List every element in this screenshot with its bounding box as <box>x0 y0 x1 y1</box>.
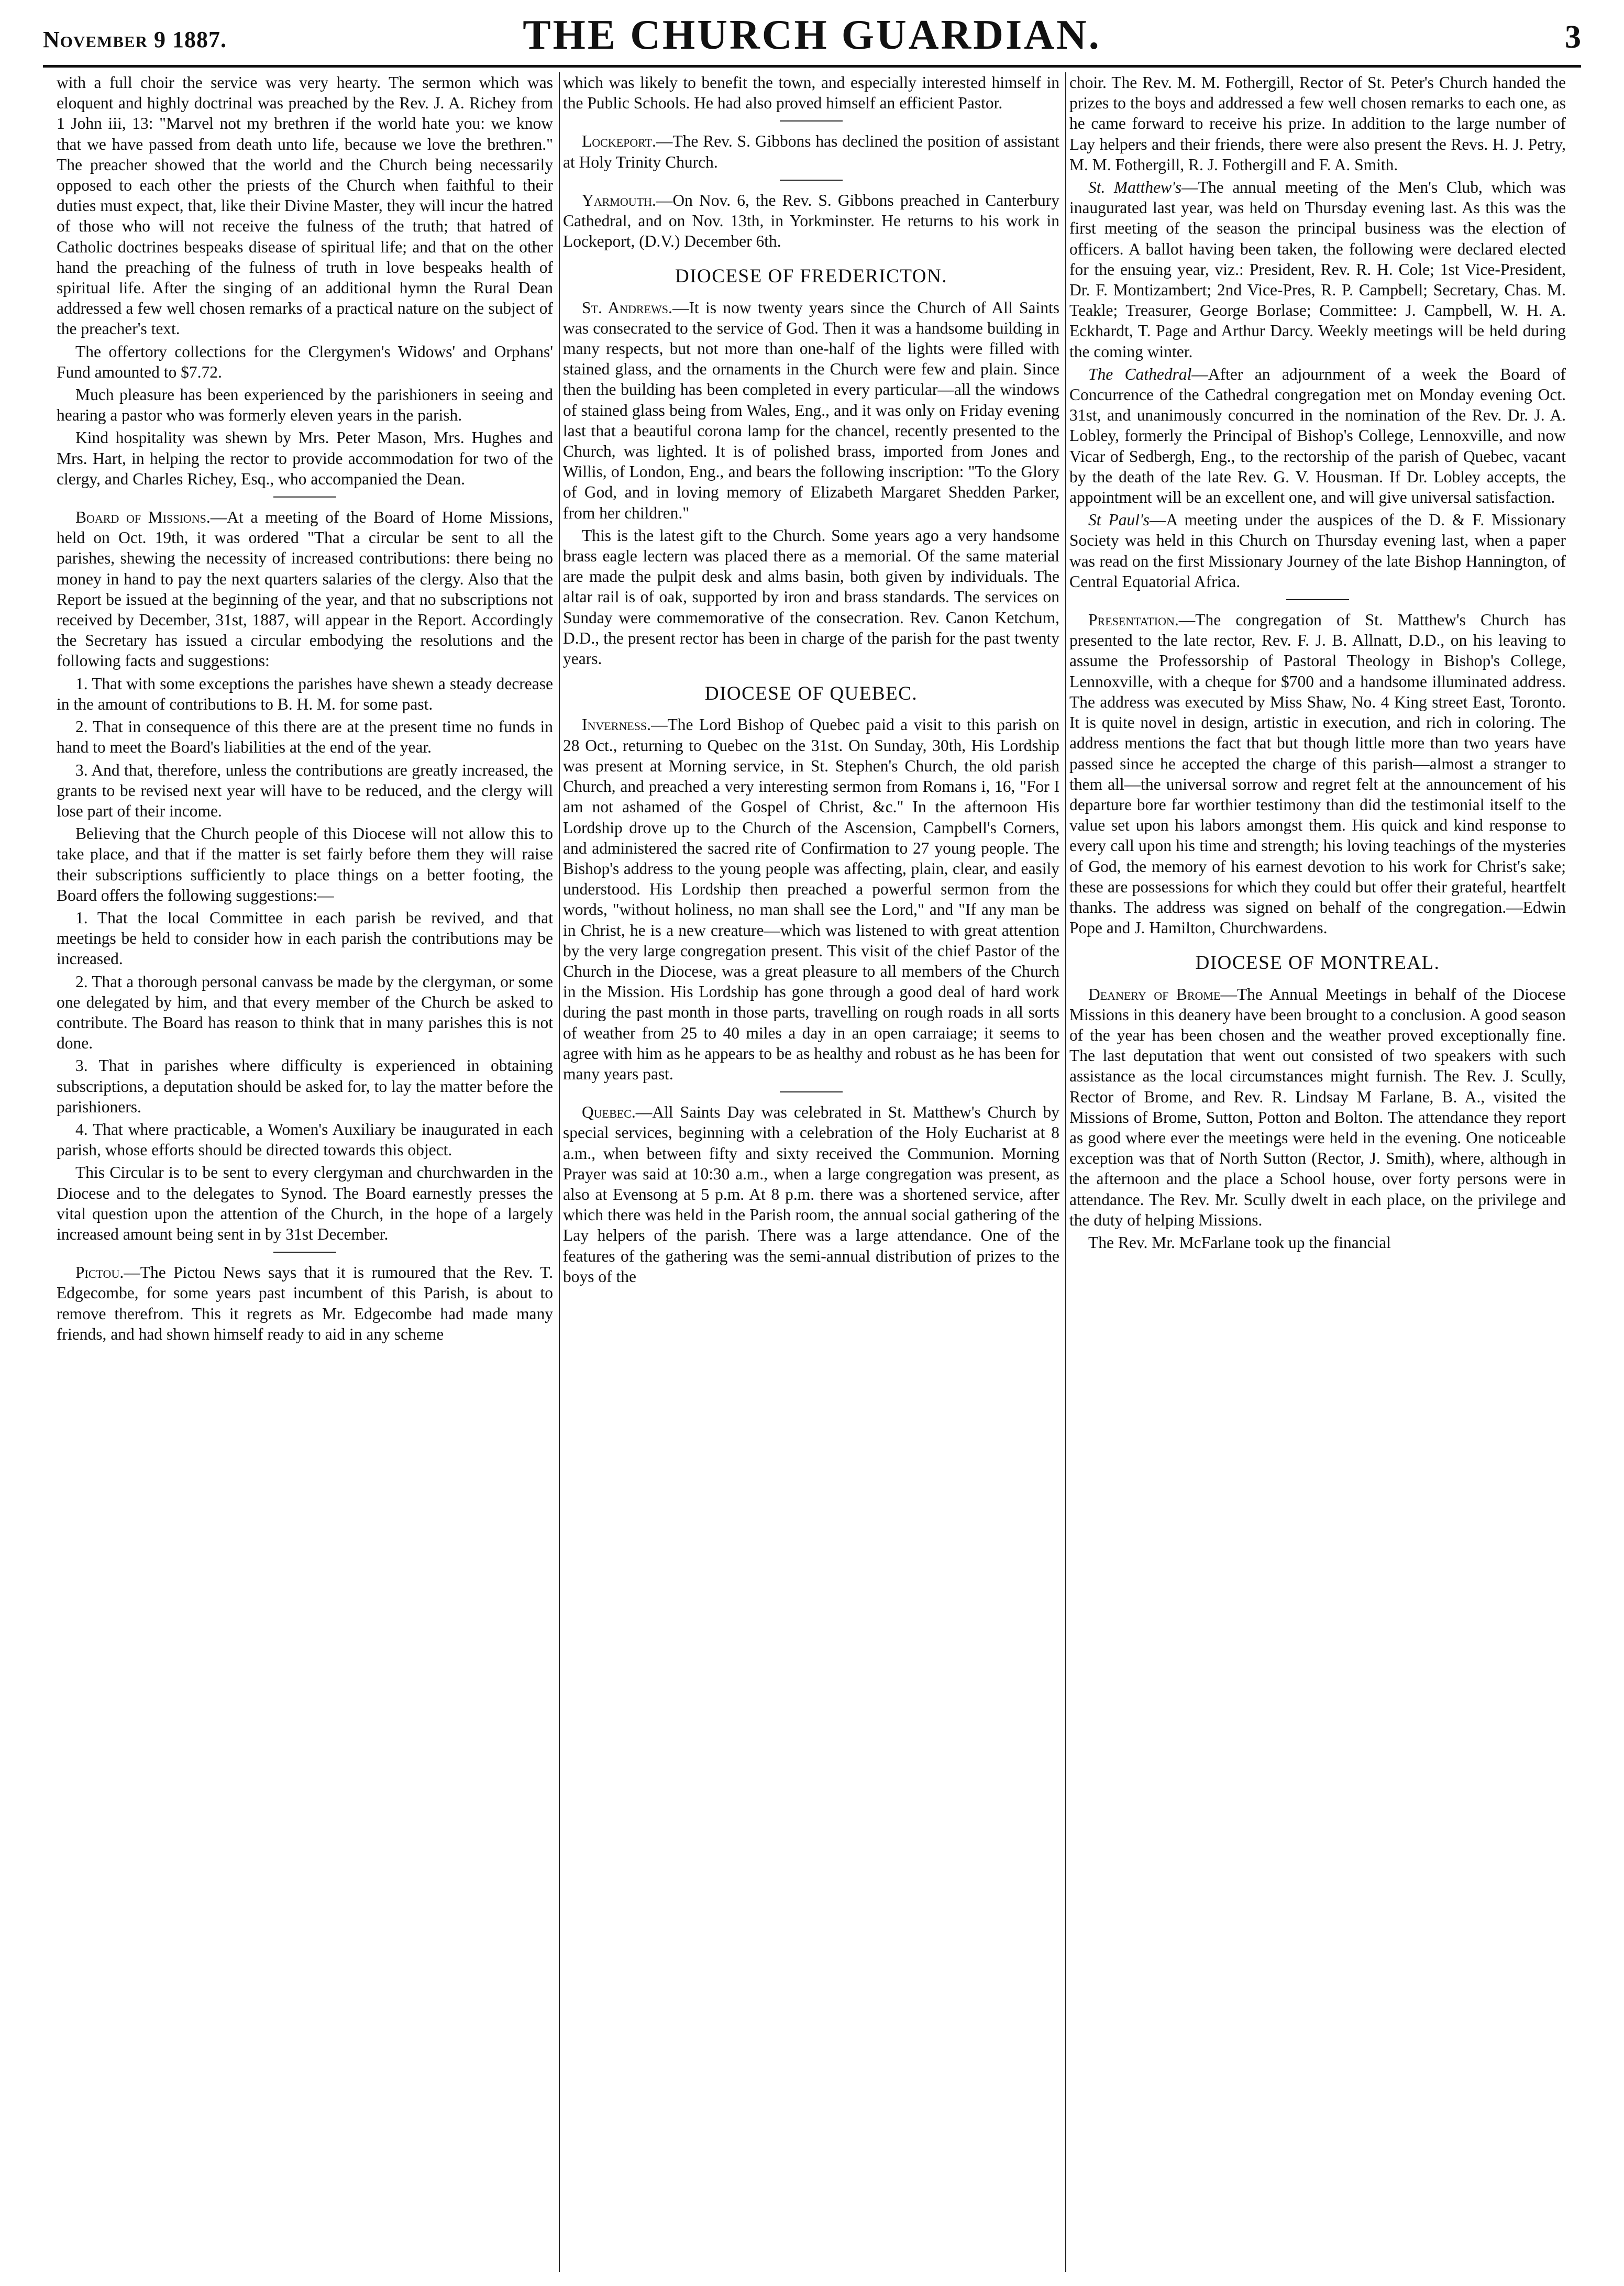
article-text: The offertory collections for the Clergymen's Widows' and Orphans' Fund amounted to $7.72. <box>57 342 553 381</box>
article-paragraph <box>1069 364 1566 507</box>
article-paragraph <box>57 341 553 382</box>
diocese-heading: DIOCESE OF MONTREAL. <box>1195 952 1440 974</box>
article-text: 4. That where practicable, a Women's Auxiliary be inaugurated in each parish, whose efforts should be directed towards this object. <box>57 1120 553 1159</box>
article-text: —The Lord Bishop of Quebec paid a visit to this parish on 28 Oct., returning to Quebec on the 31st. On Sunday, 30th, His Lordship was present at Morning service, in St. Stephen's Church, the old parish Church, and preached a very interesting sermon from Romans i, 16, "For I am not ashamed of the Gospel of Christ, &c." In the afternoon His Lordship drove up to the Church of the Ascension, Campbell's Corners, and administered the sacred rite of Confirmation to 27 young people. The Bishop's address to the young people was affecting, plain, clear, and easily understood. His Lordship then preached a powerful sermon from the words, "without holiness, no man shall see the Lord," and "If any man be in Christ, he is a new creature—which was listened to with great attention by the very large congregation present. This visit of the chief Pastor of the Church in the Diocese, was a great pleasure to all members of the Church in the Mission. His Lordship has gone through a good deal of hard work during the past month in those parts, travelling on rough roads in all sorts of weather from 25 to 40 miles a day in an open carraiage; it seems to agree with him as he appears to be as healthy and robust as he has been for many years past. <box>563 715 1059 1083</box>
article-text: —The congregation of St. Matthew's Church has presented to the late rector, Rev. F. J. B. Allnatt, D.D., on his leaving to assume the Professorship of Pastoral Theology in Bishop's College, Lennoxville, with a cheque for $700 and a handsome illuminated address. The address was executed by Miss Shaw, No. 4 King street East, Toronto. It is quite novel in design, artistic in execution, and rich in coloring. The address mentions the fact that but though little more than two years have passed since he accepted the charge of this parish—almost a stranger to them all—the universal sorrow and regret felt at the announcement of his departure bore far worthier testimony than did the testimonial itself to the value set upon his labors amongst them. His quick and kind response to every call upon his time and strength; his loving teachings of the mysteries of God, the memory of his earnest devotion to his work for Christ's sake; these are possessions for which they could but offer their grateful, heartfelt thanks. The address was signed on behalf of the congregation.—Edwin Pope and J. Hamilton, Churchwardens. <box>1069 611 1566 937</box>
article-paragraph <box>57 1262 553 1344</box>
diocese-heading: DIOCESE OF QUEBEC. <box>704 683 918 705</box>
article-text: 2. That a thorough personal canvass be made by the clergyman, or some one delegated by him, and that every member of the Church be asked to contribute. The Board has reason to think that in many parishes this is not done. <box>57 972 553 1053</box>
column-divider <box>1065 72 1066 2272</box>
article-paragraph <box>1069 1232 1566 1253</box>
column-2 <box>563 72 1059 2272</box>
article-paragraph <box>563 525 1059 669</box>
article-paragraph <box>1069 177 1566 362</box>
article-text: 3. And that, therefore, unless the contributions are greatly increased, the grants to be revised next year will have to be reduced, and the clergy will lose part of their income. <box>57 760 553 820</box>
article-text: —After an adjournment of a week the Board of Concurrence of the Cathedral congregation met on Monday evening Oct. 31st, and unanimously concurred in the nomination of the Rev. Dr. J. A. Lobley, formerly the Principal of Bishop's College, Lennoxville, and now Vicar of Sedbergh, Eng., to the rectorship of the parish of Quebec, vacant by the death of the late Rev. G. V. Housman. If Dr. Lobley accepts, the appointment will be an excellent one, and will give universal satisfaction. <box>1069 365 1566 507</box>
article-paragraph <box>563 190 1059 252</box>
article-text: 2. That in consequence of this there are at the present time no funds in hand to meet the Board's liabilities at the end of the year. <box>57 717 553 757</box>
article-text: —At a meeting of the Board of Home Missions, held on Oct. 19th, it was ordered "That a circular be sent to all the parishes, shewing the necessity of increased contributions: there being no money in hand to pay the next quarters salaries of the clergy. Also that the Report be issued at the beginning of the year, and that no subscriptions not received by December, 31st, 1887, will appear in the Report. Accordingly the Secretary has issued a circular embodying the resolutions and the following facts and suggestions: <box>57 508 553 670</box>
article-paragraph <box>57 1055 553 1117</box>
article-text: Kind hospitality was shewn by Mrs. Peter Mason, Mrs. Hughes and Mrs. Hart, in helping the rector to provide accommodation for two of the clergy, and Charles Richey, Esq., who accompanied the Dean. <box>57 428 553 488</box>
article-paragraph <box>57 716 553 757</box>
article-text: —The Pictou News says that it is rumoured that the Rev. T. Edgecombe, for some years past incumbent of this Parish, is about to remove therefrom. This it regrets as Mr. Edgecombe had made many friends, and had shown himself ready to aid in any scheme <box>57 1263 553 1343</box>
article-text: This is the latest gift to the Church. Some years ago a very handsome brass eagle lectern was placed there as a memorial. Of the same material are made the pulpit desk and alms basin, both given by individuals. The altar rail is of oak, supported by iron and brass standards. The services on Sunday were commemorative of the consecration. Rev. Canon Ketchum, D.D., the present rector has been in charge of the parish for the past twenty years. <box>563 526 1059 668</box>
article-lead: Quebec. <box>582 1103 636 1122</box>
article-text: This Circular is to be sent to every clergyman and churchwarden in the Diocese and to the delegates to Synod. The Board earnestly presses the vital question upon the attention of the Church, in the hope of a largely increased amount being sent in by 31st December. <box>57 1163 553 1243</box>
column-3 <box>1069 72 1566 2272</box>
article-paragraph <box>57 507 553 671</box>
article-text: —The Annual Meetings in behalf of the Diocese Missions in this deanery have been brought to a conclusion. A good season of the year has been chosen and the weather proved exceptionally fine. The last deputation that went out consisted of two speakers with such assistance as the local circumstances might furnish. The Rev. J. Scully, Rector of Brome, and Rev. R. Lindsay M Farlane, B. A., visited the Missions of Brome, Sutton, Potton and Bolton. The attendance they report as good where ever the meetings were held in the evening. One noticeable exception was that of North Sutton (Rector, J. Smith), where, although in the afternoon and the place a School house, over forty persons were in attendance. The Rev. Mr. Scully dwelt in each place, on the privilege and the duty of helping Missions. <box>1069 985 1566 1229</box>
article-text: —A meeting under the auspices of the D. & F. Missionary Society was held in this Church on Thursday evening last, when a paper was read on the first Missionary Journey of the late Bishop Hannington, of Central Equatorial Africa. <box>1069 511 1566 591</box>
article-paragraph <box>563 297 1059 523</box>
article-lead: Deanery of Brome <box>1088 985 1221 1003</box>
article-lead: Presentation. <box>1088 611 1179 630</box>
article-text: 1. That the local Committee in each parish be revived, and that meetings be held to consider how in each parish the contributions may be increased. <box>57 908 553 968</box>
section-separator <box>1286 599 1349 600</box>
article-paragraph <box>57 427 553 489</box>
article-text: —The Rev. S. Gibbons has declined the position of assistant at Holy Trinity Church. <box>563 132 1059 171</box>
article-paragraph <box>1069 72 1566 175</box>
article-paragraph <box>563 72 1059 113</box>
article-paragraph <box>57 823 553 905</box>
article-text: The Rev. Mr. McFarlane took up the financial <box>1088 1233 1391 1252</box>
article-paragraph <box>57 384 553 425</box>
section-separator <box>780 180 843 181</box>
section-separator <box>273 496 336 498</box>
article-lead: Inverness. <box>582 715 651 734</box>
section-separator <box>780 1091 843 1092</box>
article-text: 1. That with some exceptions the parishes have shewn a steady decrease in the amount of contributions to B. H. M. for some past. <box>57 674 553 713</box>
section-separator <box>273 1252 336 1253</box>
article-paragraph <box>57 1119 553 1160</box>
article-paragraph <box>57 760 553 822</box>
article-lead: Yarmouth. <box>582 191 656 209</box>
article-paragraph <box>563 131 1059 172</box>
column-1 <box>57 72 553 2272</box>
article-paragraph <box>57 971 553 1054</box>
newspaper-title: THE CHURCH GUARDIAN. <box>523 12 1101 58</box>
diocese-heading: DIOCESE OF FREDERICTON. <box>675 266 947 288</box>
article-paragraph <box>1069 984 1566 1230</box>
article-lead: Board of Missions. <box>75 508 211 527</box>
article-text: Much pleasure has been experienced by the parishioners in seeing and hearing a pastor who was formerly eleven years in the parish. <box>57 385 553 425</box>
column-divider <box>559 72 560 2272</box>
article-paragraph <box>563 1102 1059 1287</box>
issue-date: November 9 1887. <box>43 27 227 52</box>
article-lead: St Paul's <box>1088 511 1150 529</box>
article-text: choir. The Rev. M. M. Fothergill, Rector of St. Peter's Church handed the prizes to the boys and addressed a few well chosen remarks to each one, as he came forward to receive his prize. In addition to the large number of Lay helpers and their friends, there were also present the Revs. H. J. Petry, M. M. Fothergill, R. J. Fothergill and F. A. Smith. <box>1069 73 1566 174</box>
article-paragraph <box>57 908 553 969</box>
article-text: with a full choir the service was very hearty. The sermon which was eloquent and highly doctrinal was preached by the Rev. J. A. Richey from 1 John iii, 13: "Marvel not my brethren if the world hate you: we know that we have passed from death unto life, because we love the brethren." The preacher showed that the world and the Church being necessarily opposed to each other the priests of the Church when faithful to their duties must expect, that, like their Divine Master, they will incur the hatred of those who will not receive the fulness of the truth; that hatred of Catholic doctrines bespeaks disease of spiritual life; and that on the other hand the preaching of the fulness of truth in love bespeaks health of spiritual life. After the singing of an additional hymn the Rural Dean addressed a few well chosen remarks of a practical nature on the subject of the preacher's text. <box>57 73 553 338</box>
article-lead: Lockeport. <box>582 132 656 151</box>
article-text: which was likely to benefit the town, and especially interested himself in the Public Schools. He had also proved himself an efficient Pastor. <box>563 73 1059 113</box>
article-paragraph <box>563 714 1059 1084</box>
page-number: 3 <box>1565 19 1581 55</box>
article-text: —The annual meeting of the Men's Club, which was inaugurated last year, was held on Thursday evening last. As this was the first meeting of the season the principal business was the election of officers. A ballot having been taken, the following were declared elected for the ensuing year, viz.: President, Rev. R. H. Cole; 1st Vice-President, Dr. F. Montizambert; 2nd Vice-Pres, R. P. Campbell; Secretary, Chas. M. Teakle; Treasurer, George Borlase; Committee: J. Campbell, W. H. A. Eckhardt, T. Page and Arthur Darcy. Weekly meetings will be held during the coming winter. <box>1069 178 1566 361</box>
article-lead: St. Andrews. <box>582 298 672 317</box>
masthead <box>43 7 1581 68</box>
article-lead: Pictou. <box>75 1263 124 1282</box>
article-text: —All Saints Day was celebrated in St. Matthew's Church by special services, beginning with a celebration of the Holy Eucharist at 8 a.m., when between fifty and sixty received the Communion. Morning Prayer was said at 10:30 a.m., when a large congregation was present, as also at Evensong at 5 p.m. At 8 p.m. there was a shortened service, after which there was held in the Parish room, the annual social gathering of the Lay helpers of the parish. There was a large attendance. One of the features of the gathering was the semi-annual distribution of prizes to the boys of the <box>563 1103 1059 1286</box>
article-paragraph <box>1069 610 1566 938</box>
article-text: Believing that the Church people of this Diocese will not allow this to take place, and that if the matter is set fairly before them they will raise their subscriptions sufficiently to place things on a better footing, the Board offers the following suggestions:— <box>57 824 553 904</box>
article-text: —On Nov. 6, the Rev. S. Gibbons preached in Canterbury Cathedral, and on Nov. 13th, in Yorkminster. He returns to his work in Lockeport, (D.V.) December 6th. <box>563 191 1059 251</box>
article-lead: The Cathedral <box>1088 365 1192 383</box>
article-text: —It is now twenty years since the Church of All Saints was consecrated to the service of God. Then it was a handsome building in many respects, but not more than one-half of the lights were filled with stained glass, and the ornaments in the Church were few and plain. Since then the building has been completed in every particular—all the windows of stained glass being from Wales, Eng., and it was only on Friday evening last that a beautiful corona lamp for the chancel, recently presented to the Church, was lighted. It is of polished brass, imported from Jones and Willis, of London, Eng., and bears the following inscription: "To the Glory of God, and in loving memory of Elizabeth Margaret Shedden Parker, from her children." <box>563 298 1059 522</box>
article-lead: St. Matthew's <box>1088 178 1182 197</box>
section-separator <box>780 120 843 122</box>
article-paragraph <box>57 673 553 714</box>
article-text: 3. That in parishes where difficulty is experienced in obtaining subscriptions, a deputation should be asked for, to lay the matter before the parishioners. <box>57 1056 553 1116</box>
article-paragraph <box>57 72 553 339</box>
article-paragraph <box>1069 510 1566 592</box>
article-paragraph <box>57 1162 553 1244</box>
